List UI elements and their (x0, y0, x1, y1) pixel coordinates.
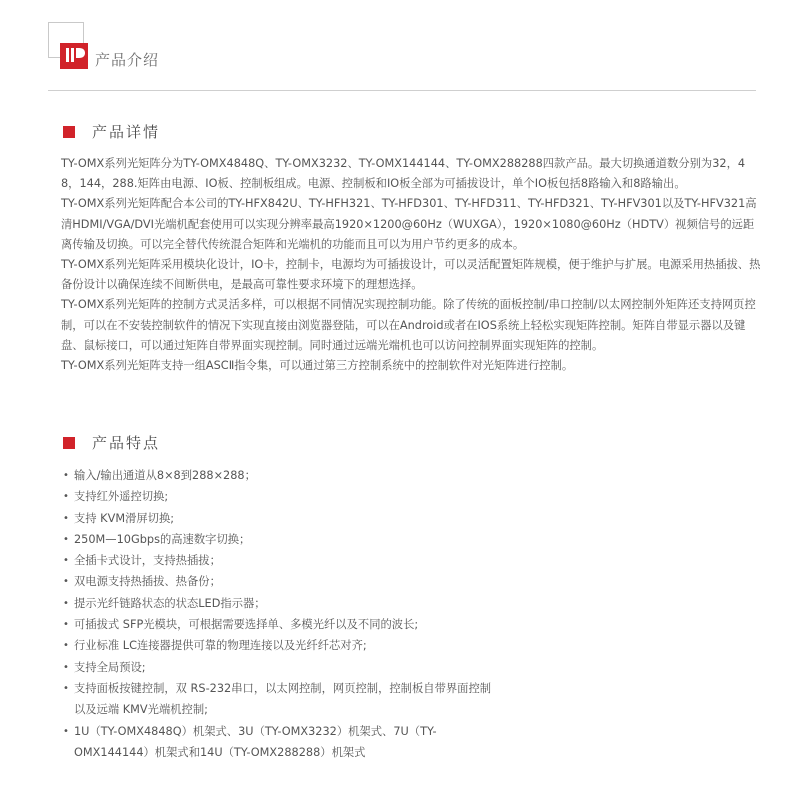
detail-paragraph: TY-OMX系列光矩阵的控制方式灵活多样，可以根据不同情况实现控制功能。除了传统的面板控制/串口控制/以太网控制外矩阵还支持网页控制，可以在不安装控制软件的情况下实现直接由浏览器登陆，可以在Android或者在IOS系统上轻松实现矩阵控制。矩阵自带显示器以及键盘、鼠标接口，可以通过矩阵自带界面实现控制。同时通过远端光端机也可以访问控制界面实现矩阵的控制。 (61, 298, 756, 352)
feature-item: • 支持 KVM滑屏切换; (63, 508, 493, 529)
section-heading-details (63, 121, 160, 142)
feature-item: • 全插卡式设计，支持热插拔； (63, 550, 493, 571)
detail-paragraph: TY-OMX系列光矩阵支持一组ASCⅡ指令集，可以通过第三方控制系统中的控制软件对光矩阵进行控制。 (61, 359, 574, 373)
detail-paragraph: TY-OMX系列光矩阵配合本公司的TY-HFX842U、TY-HFH321、TY-HFD301、TY-HFD311、TY-HFD321、TY-HFV301以及TY-HFV321高清HDMI/VGA/DVI光端机配套使用可以实现分辨率最高1920×1200@60Hz（WUXGA），1920×1080@60Hz（HDTV）视频信号的远距离传输及切换。可以完全替代传统混合矩阵和光端机的功能而且可以为用户节约更多的成本。 (61, 197, 757, 251)
red-square-icon (63, 437, 75, 449)
feature-item: • 支持全局预设; (63, 657, 493, 678)
header-divider (48, 90, 756, 91)
red-square-icon (63, 126, 75, 138)
feature-item: • 支持红外遥控切换; (63, 486, 493, 507)
feature-item: • 提示光纤链路状态的状态LED指示器； (63, 593, 493, 614)
section-title: 产品详情 (92, 123, 161, 141)
page-title: 产品介绍 (95, 51, 160, 69)
feature-item: • 可插拔式 SFP光模块，可根据需要选择单、多模光纤以及不同的波长; (63, 614, 493, 635)
detail-paragraph: TY-OMX系列光矩阵分为TY-OMX4848Q、TY-OMX3232、TY-OMX144144、TY-OMX288288四款产品。最大切换通道数分别为32，48，144，288.矩阵由电源、IO板、控制板组成。电源、控制板和IO板全部为可插拔设计，单个IO板包括8路输入和8路输出。 (61, 157, 746, 191)
section-title: 产品特点 (92, 434, 161, 452)
feature-item: • 行业标准 LC连接器提供可靠的物理连接以及光纤纤芯对齐; (63, 635, 493, 656)
section-heading-features (63, 432, 160, 453)
feature-item: • 1U（TY-OMX4848Q）机架式、3U（TY-OMX3232）机架式、7U（TY-OMX144144）机架式和14U（TY-OMX288288）机架式 (63, 721, 493, 764)
feature-list (63, 465, 493, 763)
feature-item: • 250M—10Gbps的高速数字切换； (63, 529, 493, 550)
page-header (0, 0, 809, 92)
detail-paragraph: TY-OMX系列光矩阵采用模块化设计，IO卡，控制卡，电源均为可插拔设计，可以灵活配置矩阵规模，便于维护与扩展。电源采用热插拔、热备份设计以确保连续不间断供电，是最高可靠性要求环境下的理想选择。 (61, 258, 761, 292)
feature-item: • 输入/输出通道从8×8到288×288； (63, 465, 493, 486)
brand-logo-icon (60, 43, 88, 69)
detail-body (61, 154, 761, 376)
feature-item: • 支持面板按键控制，双 RS-232串口，以太网控制，网页控制，控制板自带界面控制以及远端 KMV光端机控制; (63, 678, 493, 721)
feature-item: • 双电源支持热插拔、热备份； (63, 571, 493, 592)
